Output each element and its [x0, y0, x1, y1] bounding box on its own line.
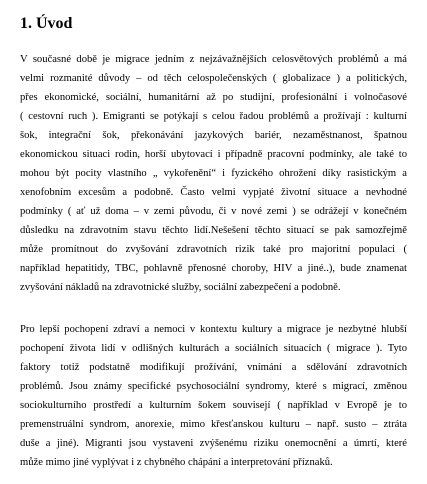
paragraph-line: důsledku na zdravotním stavu těchto lidí.Nešešení těchto situací se pak samozřejmě [20, 225, 407, 236]
paragraph-line: duše a jiné). Migranti jsou vystaveni zvýšenému riziku onemocnění a úmrtí, které [20, 438, 407, 449]
paragraph-line: může mimo jiné vyplývat i z chybného chápání a interpretování příznaků. [20, 457, 333, 468]
paragraph-line: Pro lepší pochopení zdraví a nemoci v kontextu kultury a migrace je nezbytné hlubší [20, 324, 407, 335]
paragraph-line: problémů. Jsou známy specifické psychosociální syndromy, které s migrací, změnou [20, 381, 407, 392]
paragraph-line: pochopení života lidí v odlišných kulturách a sociálních situacích ( migrace ). Tyto [20, 343, 407, 354]
paragraph-line: zvyšování nákladů na zdravotnické služby, sociální zabezpečení a podobně. [20, 282, 341, 293]
paragraph-line: ( cestovní ruch ). Emigranti se potýkají s celou řadou problémů a prožívají : kulturní [20, 111, 407, 122]
section-heading: 1. Úvod [20, 15, 73, 32]
paragraph-line: například hepatitidy, TBC, pohlavně přenosné choroby, HIV a jiné..), bude znamenat [20, 263, 407, 274]
paragraph-line: velmi rozmanité důvody – od těch celospolečenských ( globalizace ) a politických, [20, 73, 407, 84]
paragraph-line: sociokulturního prostředí a kulturním šokem souvisejí ( například v Evropě je to [20, 400, 407, 411]
paragraph-line: xenofobním excesům a podobně. Často velmi vypjaté životní situace a nevhodné [20, 187, 407, 198]
paragraph-line: ekonomickou situaci rodin, horší ubytovací i případně pracovní podmínky, ale také to [20, 149, 407, 160]
paragraph-line: V současné době je migrace jedním z nejzávažnějších celosvětových problémů a má [20, 54, 407, 65]
paragraph-line: přes ekonomické, sociální, humanitární až po studijní, profesionální i volnočasové [20, 92, 407, 103]
paragraph-line: může promítnout do zvyšování zdravotních rizik také pro majoritní populaci ( [20, 244, 407, 255]
paragraph-line: faktory totiž podstatně modifikují prožívání, vnímání a sdělování zdravotních [20, 362, 407, 373]
paragraph-line: šok, integrační šok, překonávání jazykových bariér, nezaměstnanost, špatnou [20, 130, 407, 141]
paragraph-line: podmínky ( ať už doma – v zemi původu, či v nové zemi ) se odrážejí v konečném [20, 206, 407, 217]
paragraph-line: mohou být pocity vlastního „ vykořenění“ i fyzického ohrožení díky rasistickým a [20, 168, 407, 179]
paragraph-line: premenstruální syndrom, anorexie, mimo křesťanskou kulturu – např. susto – ztráta [20, 419, 407, 430]
